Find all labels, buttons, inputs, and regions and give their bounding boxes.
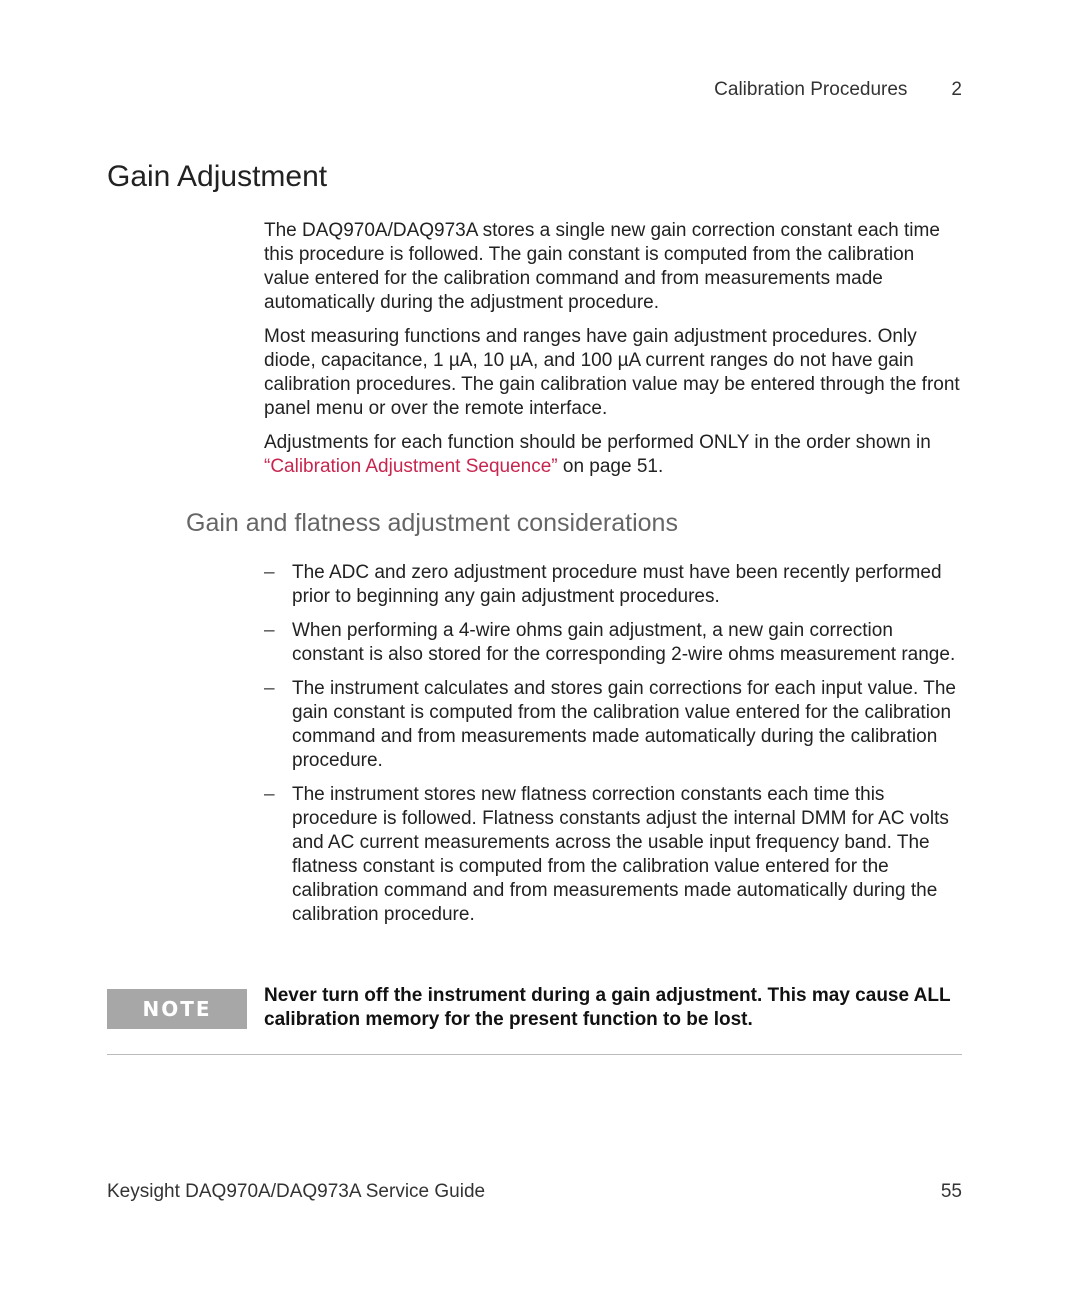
footer-title: Keysight DAQ970A/DAQ973A Service Guide <box>107 1181 486 1202</box>
intro-section <box>264 219 964 489</box>
note-text: Never turn off the instrument during a gain adjustment. This may cause ALL calibration memory for the present function to be lost. <box>264 985 951 1030</box>
dash-bullet: – <box>264 678 275 699</box>
list-item-text: When performing a 4-wire ohms gain adjustment, a new gain correction constant is also stored for the corresponding 2-wire ohms measurement range. <box>292 620 956 665</box>
intro-paragraph-3-tail: on page 51. <box>557 456 664 477</box>
calibration-sequence-link[interactable]: “Calibration Adjustment Sequence” <box>264 456 558 477</box>
dash-bullet: – <box>264 784 275 805</box>
running-head-chapter: 2 <box>951 79 962 100</box>
list-item-text: The instrument stores new flatness correction constants each time this procedure is followed. Flatness constants adjust the internal DMM for AC volts and AC current measurements across the usable input frequency band. The flatness constant is computed from the calibration value entered for the calibration command and from measurements made automatically during the calibration procedure. <box>292 784 949 925</box>
dash-bullet: – <box>264 562 275 583</box>
intro-paragraph-1: The DAQ970A/DAQ973A stores a single new gain correction constant each time this procedure is followed. The gain constant is computed from the calibration value entered for the calibration command and from measurements made automatically during the adjustment procedure. <box>264 220 940 313</box>
list-item-text: The instrument calculates and stores gain corrections for each input value. The gain constant is computed from the calibration value entered for the calibration command and from measurements made automatically during the calibration procedure. <box>292 678 956 771</box>
list-item <box>264 561 964 609</box>
intro-paragraph-3 <box>264 431 964 479</box>
list-item <box>264 783 964 927</box>
list-item <box>264 619 964 667</box>
page-number: 55 <box>940 1181 962 1202</box>
divider <box>107 1054 962 1055</box>
intro-paragraph-2: Most measuring functions and ranges have gain adjustment procedures. Only diode, capacitance, 1 µA, 10 µA, and 100 µA current ranges do not have gain calibration procedures. The gain calibration value may be entered through the front panel menu or over the remote interface. <box>264 326 960 419</box>
note-badge: NOTE <box>107 989 247 1029</box>
considerations-list <box>264 561 964 937</box>
section-subheading: Gain and flatness adjustment considerations <box>186 509 678 537</box>
dash-bullet: – <box>264 620 275 641</box>
page-title: Gain Adjustment <box>107 160 328 193</box>
intro-paragraph-3-text: Adjustments for each function should be performed ONLY in the order shown in <box>264 432 931 453</box>
list-item <box>264 677 964 773</box>
list-item-text: The ADC and zero adjustment procedure must have been recently performed prior to beginning any gain adjustment procedures. <box>292 562 942 607</box>
running-head <box>714 79 962 101</box>
running-head-section: Calibration Procedures <box>714 79 908 100</box>
